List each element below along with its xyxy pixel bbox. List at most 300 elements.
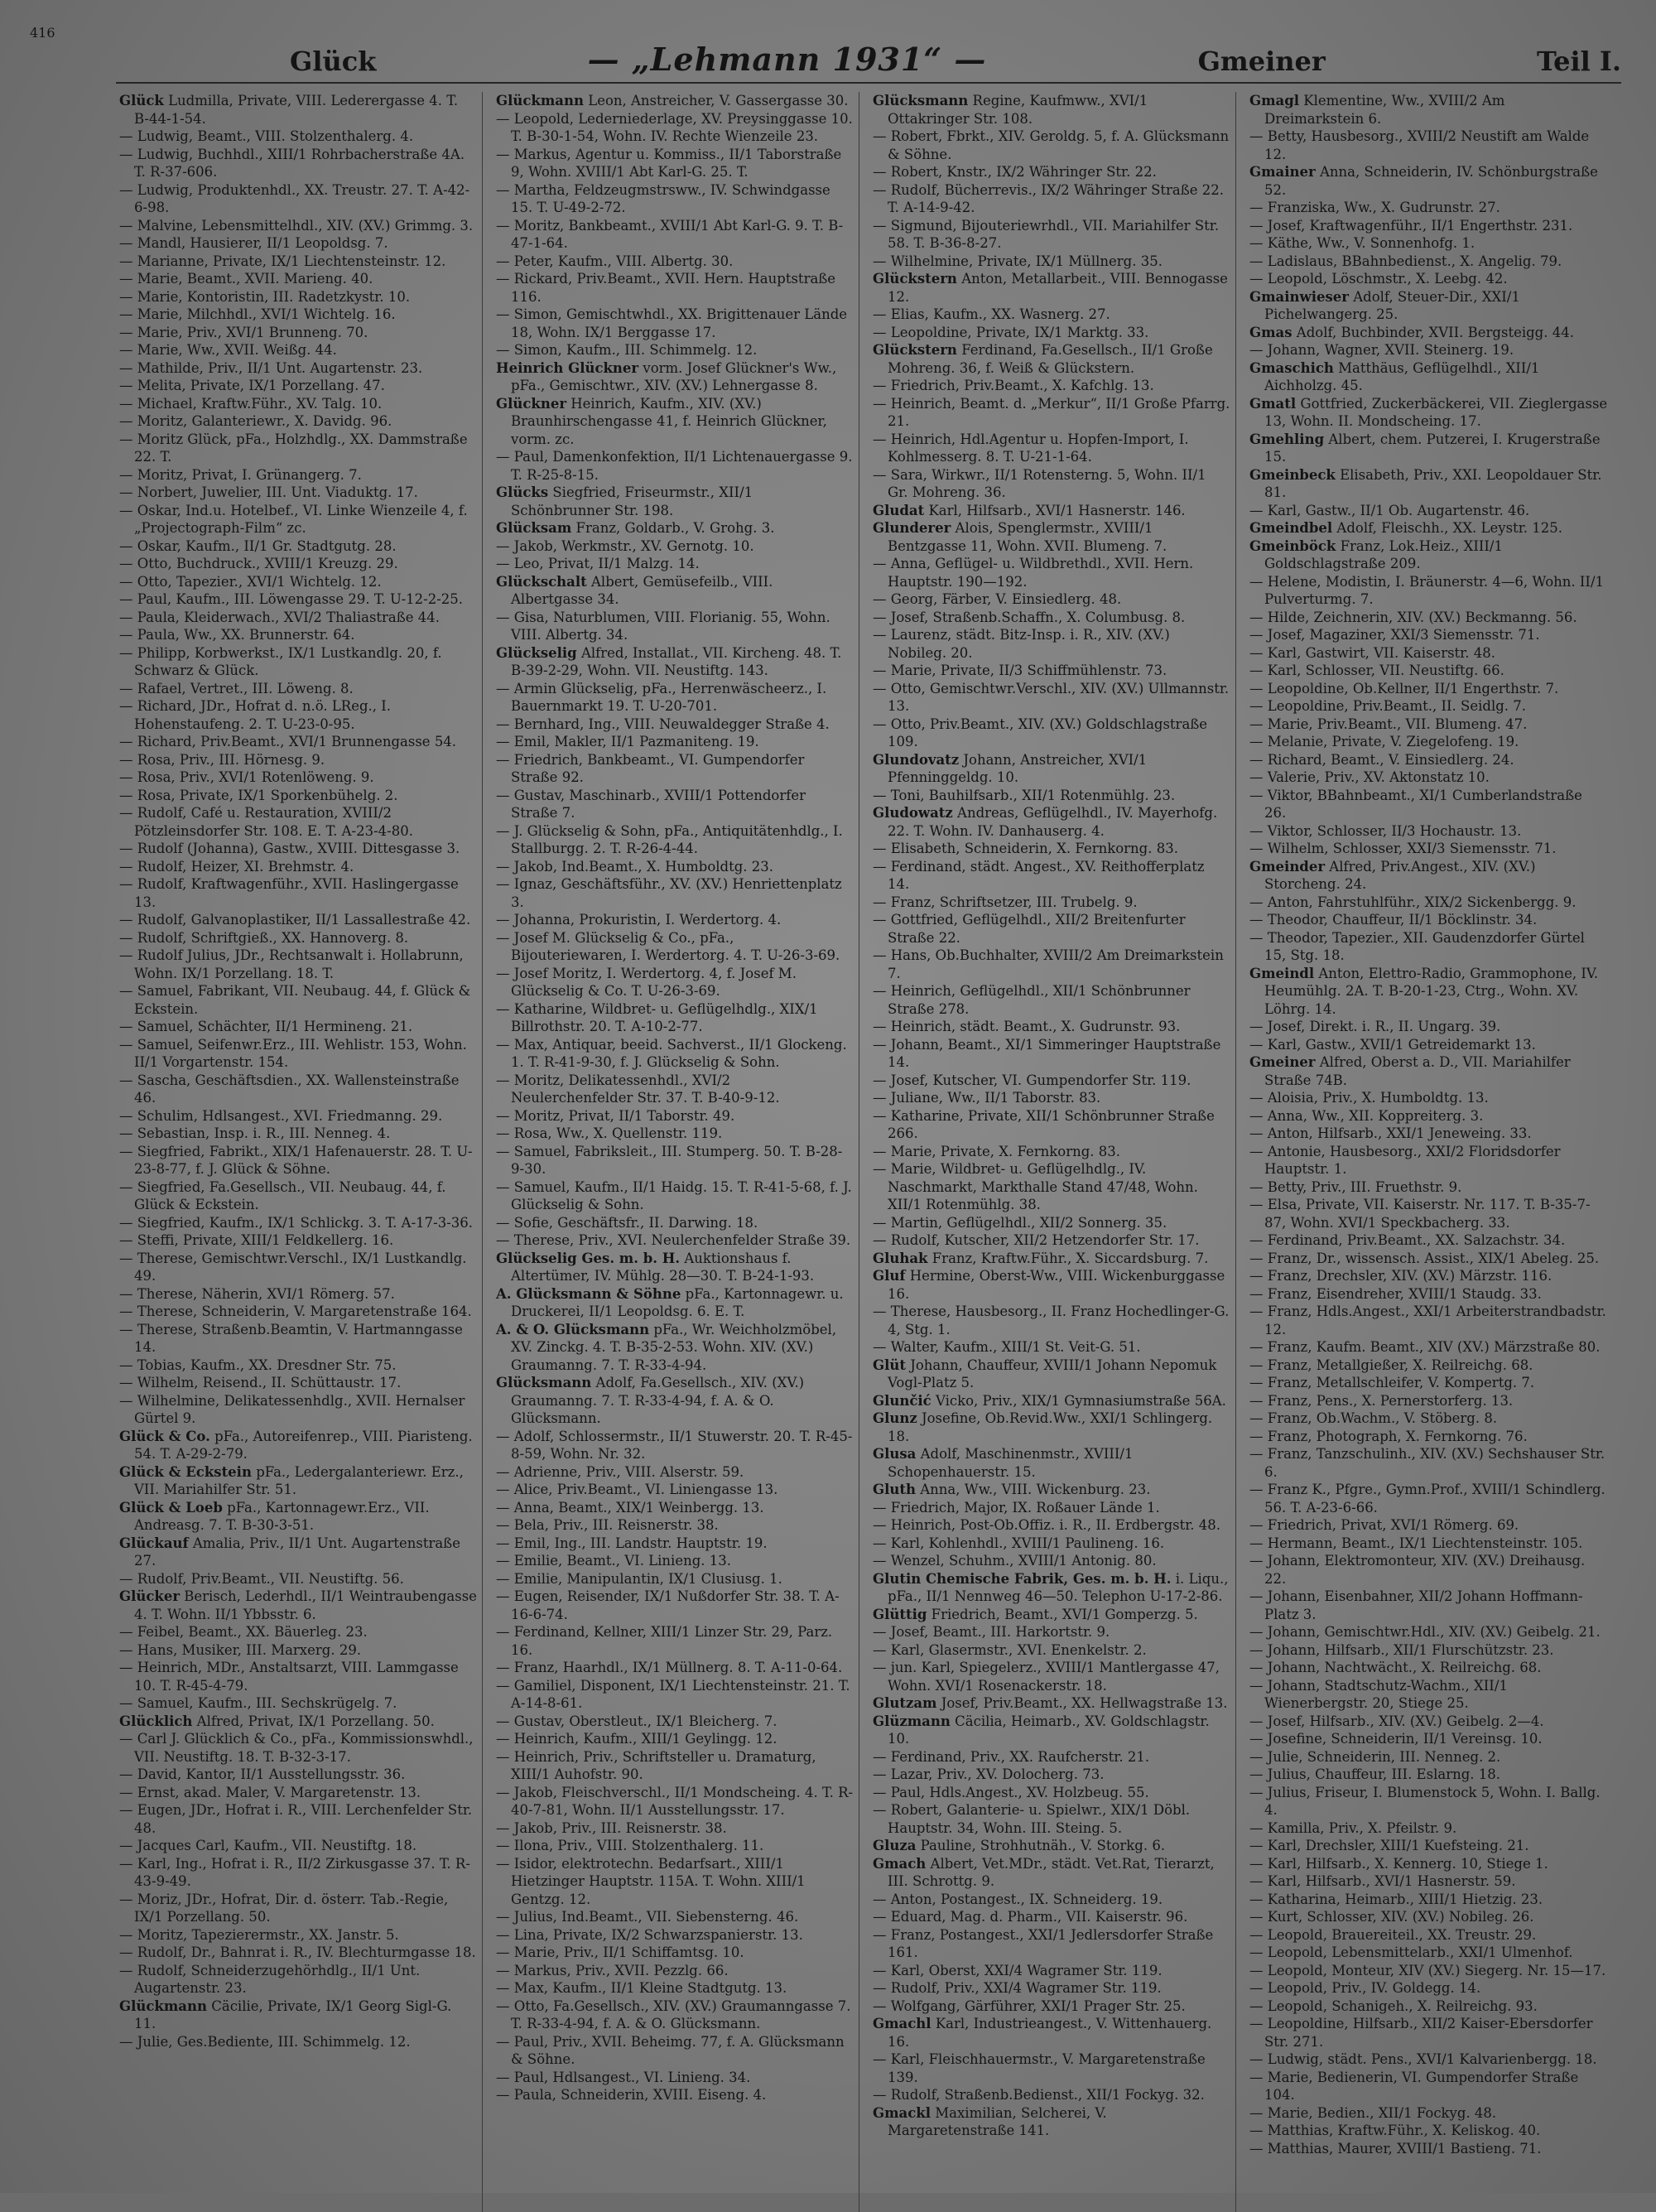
directory-entry	[496, 519, 854, 537]
entry-text: — Franz, Eisendreher, XVIII/1 Staudg. 33.	[1249, 1285, 1542, 1302]
directory-entry	[119, 1357, 477, 1375]
entry-text: — Simon, Gemischtwhdl., XX. Brigittenauer Lände 18, Wohn. IX/1 Berggasse 17.	[496, 306, 848, 340]
entry-text: — Therese, Priv., XVI. Neulerchenfelder Straße 39.	[496, 1232, 851, 1248]
directory-entry	[119, 1231, 477, 1250]
entry-text: — Johann, Wagner, XVII. Steinerg. 19.	[1249, 342, 1514, 358]
directory-entry	[873, 1926, 1230, 1962]
entry-text: i. Liqu., pFa., II/1 Nennweg 46—50. Telephon U-17-2-86.	[888, 1570, 1229, 1604]
entry-text: — Ferdinand, städt. Angest., XV. Reithofferplatz 14.	[873, 858, 1205, 892]
entry-text: — Franz, Haarhdl., IX/1 Müllnerg. 8. T. A-11-0-64.	[496, 1660, 843, 1675]
entry-text: — Walter, Kaufm., XIII/1 St. Veit-G. 51.	[873, 1339, 1141, 1355]
entry-text: pFa., Wr. Weichholzmöbel, XV. Zinckg. 4. T. B-35-2-53. Wohn. XIV. (XV.) Graumanng. 7. T. R-33-4-94.	[511, 1321, 837, 1373]
entry-text: — Mandl, Hausierer, II/1 Leopoldsg. 7.	[119, 235, 388, 251]
directory-entry	[119, 1766, 477, 1784]
entry-text: — Moritz, Privat, I. Grünangerg. 7.	[119, 466, 362, 483]
directory-entry	[1249, 1837, 1608, 1855]
entry-text: — Emilie, Beamt., VI. Linieng. 13.	[496, 1553, 732, 1569]
entry-text: Adolf, Fa.Gesellsch., XIV. (XV.) Graumanng. 7. T. R-33-4-94, f. A. & O. Glücksmann.	[511, 1375, 805, 1426]
directory-entry	[119, 680, 477, 698]
entry-text: Cäcilie, Private, IX/1 Georg Sigl-G. 11.	[134, 1998, 452, 2031]
entry-text: — Josef, Magaziner, XXI/3 Siemensstr. 71.	[1249, 627, 1540, 643]
directory-entry	[873, 1535, 1230, 1553]
directory-entry	[1249, 163, 1608, 199]
directory-entry	[1249, 1357, 1608, 1375]
directory-entry	[119, 1107, 477, 1125]
entry-text: — Julie, Schneiderin, III. Nenneg. 2.	[1249, 1748, 1501, 1765]
directory-entry	[496, 1250, 854, 1285]
directory-entry	[1249, 270, 1608, 288]
directory-entry	[119, 1784, 477, 1802]
entry-text: — Franz, Hdls.Angest., XXI/1 Arbeiterstrandbadstr. 12.	[1249, 1304, 1606, 1337]
directory-entry	[1249, 1944, 1608, 1962]
entry-text: — Therese, Straßenb.Beamtin, V. Hartmanngasse 14.	[119, 1321, 463, 1355]
directory-entry	[1249, 395, 1608, 431]
directory-entry	[496, 1374, 854, 1428]
entry-text: — Katharina, Heimarb., XIII/1 Hietzig. 23.	[1249, 1891, 1543, 1907]
entry-surname: Gmainer	[1249, 164, 1316, 180]
entry-text: — Marie, Priv., II/1 Schiffamtsg. 10.	[496, 1945, 744, 1960]
directory-entry	[1249, 1766, 1608, 1784]
running-header	[116, 41, 1621, 84]
directory-entry	[1249, 537, 1608, 573]
directory-entry	[119, 1072, 477, 1107]
entry-text: — Käthe, Ww., V. Sonnenhofg. 1.	[1249, 235, 1475, 251]
entry-text: — Wolfgang, Gärführer, XXI/1 Prager Str. 25.	[873, 1998, 1186, 2014]
directory-entry	[119, 1463, 477, 1499]
entry-text: — Moriz, JDr., Hofrat, Dir. d. österr. Tab.-Regie, IX/1 Porzellang. 50.	[119, 1891, 449, 1925]
directory-entry	[119, 1321, 477, 1357]
entry-text: — Karl, Ing., Hofrat i. R., II/2 Zirkusgasse 37. T. R-43-9-49.	[119, 1855, 470, 1889]
entry-text: — Josef, Kraftwagenführ., II/1 Engerthstr. 231.	[1249, 217, 1573, 234]
entry-text: — Leo, Privat, II/1 Malzg. 14.	[496, 556, 700, 571]
directory-entry	[1249, 1392, 1608, 1410]
entry-text: — Johann, Gemischtwr.Hdl., XIV. (XV.) Geibelg. 21.	[1249, 1624, 1601, 1640]
entry-text: — Matthias, Maurer, XVIII/1 Bastieng. 71.	[1249, 2140, 1542, 2157]
entry-text: — Heinrich, Hdl.Agentur u. Hopfen-Import, I. Kohlmesserg. 8. T. U-21-1-64.	[873, 431, 1189, 465]
entry-text: — Robert, Galanterie- u. Spielwr., XIX/1 Döbl. Hauptstr. 34, Wohn. III. Steing. 5.	[873, 1802, 1191, 1836]
entry-text: Amalia, Priv., II/1 Unt. Augartenstraße 27.	[134, 1535, 460, 1569]
directory-entry	[873, 662, 1230, 680]
directory-entry	[119, 1730, 477, 1766]
directory-entry	[119, 947, 477, 982]
directory-entry	[496, 858, 854, 876]
entry-text: — Aloisia, Priv., X. Humboldtg. 13.	[1249, 1090, 1489, 1106]
directory-entry	[873, 1357, 1230, 1392]
entry-text: — Josef, Straßenb.Schaffn., X. Columbusg. 8.	[873, 609, 1186, 625]
entry-text: — Martha, Feldzeugmstrsww., IV. Schwindgasse 15. T. U-49-2-72.	[496, 181, 830, 215]
directory-entry	[119, 1713, 477, 1731]
entry-text: Albert, Gemüsefeilb., VIII. Albertgasse 34.	[511, 573, 773, 607]
entry-text: — Rudolf, Schneiderzugehörhdlg., II/1 Unt. Augartenstr. 23.	[119, 1962, 421, 1996]
entry-text: — Leopold, Löschmstr., X. Leebg. 42.	[1249, 271, 1508, 287]
entry-surname: Gmeindbel	[1249, 520, 1333, 536]
entry-text: — Ferdinand, Priv.Beamt., XX. Salzachstr. 34.	[1249, 1232, 1566, 1248]
entry-text: — Marie, Priv.Beamt., VII. Blumeng. 47.	[1249, 716, 1528, 732]
entry-surname: A. & O. Glücksmann	[496, 1321, 650, 1337]
directory-entry	[1249, 431, 1608, 466]
entry-text: — Marie, Priv., XVI/1 Brunneng. 70.	[119, 324, 368, 340]
directory-entry	[119, 484, 477, 502]
entry-surname: Glundovatz	[873, 751, 960, 768]
entry-text: — Ludwig, Beamt., VIII. Stolzenthalerg. 4.	[119, 128, 414, 144]
directory-entry	[873, 1445, 1230, 1481]
entry-text: — Wenzel, Schuhm., XVIII/1 Antonig. 80.	[873, 1553, 1157, 1569]
directory-entry	[496, 1713, 854, 1731]
directory-entry	[1249, 1285, 1608, 1304]
directory-entry	[1249, 1748, 1608, 1766]
directory-entry	[873, 1962, 1230, 1980]
directory-entry	[119, 2033, 477, 2051]
directory-entry	[119, 1570, 477, 1588]
directory-entry	[496, 644, 854, 680]
directory-entry	[496, 448, 854, 484]
directory-entry	[119, 1659, 477, 1694]
directory-columns	[30, 92, 1626, 2212]
entry-text: — Johann, Hilfsarb., XII/1 Flurschützstr. 23.	[1249, 1641, 1554, 1658]
directory-entry	[1249, 697, 1608, 716]
entry-surname: Gluhak	[873, 1250, 928, 1266]
entry-text: — Franz, Drechsler, XIV. (XV.) Märzstr. 116.	[1249, 1268, 1552, 1284]
entry-surname: Glück & Co.	[119, 1428, 210, 1444]
entry-text: — Juliane, Ww., II/1 Taborstr. 83.	[873, 1090, 1101, 1106]
entry-text: — Moritz, Galanteriewr., X. Davidg. 96.	[119, 413, 392, 429]
directory-entry	[119, 573, 477, 591]
directory-entry	[119, 146, 477, 181]
entry-text: — Rudolf Julius, JDr., Rechtsanwalt i. Hollabrunn, Wohn. IX/1 Porzellang. 18. T.	[119, 947, 464, 981]
directory-entry	[873, 1855, 1230, 1891]
entry-text: — Adrienne, Priv., VIII. Alserstr. 59.	[496, 1463, 744, 1480]
directory-entry	[119, 181, 477, 217]
directory-entry	[119, 1214, 477, 1232]
entry-text: Andreas, Geflügelhdl., IV. Mayerhofg. 22. T. Wohn. IV. Danhauserg. 4.	[888, 805, 1218, 839]
directory-entry	[1249, 1018, 1608, 1036]
directory-entry	[873, 1713, 1230, 1748]
entry-text: — Emil, Makler, II/1 Pazmaniteng. 19.	[496, 734, 759, 749]
entry-text: — Georg, Färber, V. Einsiedlerg. 48.	[873, 591, 1122, 607]
directory-entry	[1249, 1588, 1608, 1623]
entry-text: Anton, Elettro-Radio, Grammophone, IV. Heumühlg. 2A. T. B-20-1-23, Ctrg., Wohn. XV. Löhrg. 14.	[1264, 965, 1599, 1017]
entry-text: — Wilhelm, Reisend., II. Schüttaustr. 17.	[119, 1375, 402, 1390]
directory-entry	[1249, 929, 1608, 965]
directory-entry	[1249, 253, 1608, 271]
directory-entry	[496, 1926, 854, 1945]
directory-entry	[496, 1107, 854, 1125]
entry-text: — Rudolf, Kutscher, XII/2 Hetzendorfer Str. 17.	[873, 1232, 1200, 1248]
directory-entry	[119, 1392, 477, 1428]
directory-entry	[496, 2086, 854, 2104]
entry-text: — Julius, Ind.Beamt., VII. Siebensterng. 46.	[496, 1909, 799, 1925]
entry-text: — Betty, Priv., III. Fruethstr. 9.	[1249, 1178, 1462, 1195]
directory-entry	[1249, 626, 1608, 644]
entry-text: — Karl, Fleischhauermstr., V. Margaretenstraße 139.	[873, 2051, 1206, 2085]
entry-text: — J. Glückselig & Sohn, pFa., Antiquitätenhdlg., I. Stallburgg. 2. T. R-26-4-44.	[496, 822, 843, 856]
entry-text: — Otto, Tapezier., XVI/1 Wichtelg. 12.	[119, 573, 382, 590]
entry-text: — Viktor, Schlosser, II/3 Hochaustr. 13.	[1249, 822, 1522, 839]
directory-entry	[496, 2069, 854, 2087]
directory-entry	[1249, 1267, 1608, 1285]
directory-entry	[873, 716, 1230, 751]
entry-text: — Ludwig, Buchhdl., XIII/1 Rohrbacherstraße 4A. T. R-37-606.	[119, 146, 465, 180]
directory-entry	[1249, 1855, 1608, 1873]
directory-entry	[873, 1908, 1230, 1926]
entry-text: — Marie, Wildbret- u. Geflügelhdlg., IV. Naschmarkt, Markthalle Stand 47/48, Wohn. XII/1 Rotenmühlg. 38.	[873, 1161, 1198, 1212]
directory-entry	[119, 1891, 477, 1926]
directory-entry	[119, 306, 477, 324]
entry-text: — Marie, Bedienerin, VI. Gumpendorfer Straße 104.	[1249, 2069, 1579, 2103]
entry-text: — Gustav, Maschinarb., XVIII/1 Pottendorfer Straße 7.	[496, 787, 806, 821]
entry-text: — Siegfried, Kaufm., IX/1 Schlickg. 3. T. A-17-3-36.	[119, 1214, 474, 1231]
directory-entry	[1249, 519, 1608, 537]
directory-entry	[119, 1837, 477, 1855]
directory-entry	[1249, 822, 1608, 841]
column-1	[116, 92, 483, 2212]
directory-entry	[119, 359, 477, 378]
directory-entry	[873, 894, 1230, 912]
directory-entry	[873, 840, 1230, 858]
directory-entry	[1249, 1178, 1608, 1197]
entry-text: — Johann, Eisenbahner, XII/2 Johann Hoffmann-Platz 3.	[1249, 1588, 1583, 1622]
directory-entry	[1249, 1908, 1608, 1926]
entry-text: Alfred, Installat., VII. Kircheng. 48. T. B-39-2-29, Wohn. VII. Neustiftg. 143.	[511, 644, 842, 678]
entry-text: Ferdinand, Fa.Gesellsch., II/1 Große Mohreng. 36, f. Weiß & Glückstern.	[888, 342, 1213, 376]
entry-text: — Sigmund, Bijouteriewrhdl., VII. Mariahilfer Str. 58. T. B-36-8-27.	[873, 217, 1220, 251]
entry-text: Klementine, Ww., XVIII/2 Am Dreimarkstein 6.	[1264, 93, 1505, 127]
entry-surname: Gmeiner	[1249, 1054, 1316, 1070]
entry-text: — Rudolf, Dr., Bahnrat i. R., IV. Blechturmgasse 18.	[119, 1945, 476, 1960]
entry-text: — Paul, Hdlsangest., VI. Linieng. 34.	[496, 2069, 751, 2085]
entry-text: — Heinrich, städt. Beamt., X. Gudrunstr. 93.	[873, 1019, 1181, 1034]
entry-text: — Otto, Priv.Beamt., XIV. (XV.) Goldschlagstraße 109.	[873, 716, 1208, 749]
entry-text: — Johann, Nachtwächt., X. Reilreichg. 68.	[1249, 1660, 1542, 1675]
entry-text: pFa., Ledergalanteriewr. Erz., VII. Mariahilfer Str. 51.	[134, 1463, 464, 1497]
entry-surname: Glüzmann	[873, 1713, 951, 1729]
directory-entry	[119, 875, 477, 911]
entry-text: — Siegfried, Fa.Gesellsch., VII. Neubaug. 44, f. Glück & Eckstein.	[119, 1178, 446, 1212]
directory-entry	[873, 270, 1230, 306]
directory-entry	[873, 1338, 1230, 1357]
directory-entry	[496, 555, 854, 573]
directory-entry	[1249, 1641, 1608, 1660]
entry-text: — Johanna, Prokuristin, I. Werdertorg. 4.	[496, 912, 782, 928]
directory-entry	[119, 1143, 477, 1178]
directory-entry	[873, 306, 1230, 324]
directory-entry	[1249, 502, 1608, 520]
entry-text: Anton, Metallarbeit., VIII. Bennogasse 12.	[888, 271, 1228, 305]
entry-surname: Gluth	[873, 1482, 916, 1497]
directory-entry	[119, 644, 477, 680]
entry-text: — Anna, Geflügel- u. Wildbrethdl., XVII. Hern. Hauptstr. 190—192.	[873, 556, 1194, 590]
directory-entry	[119, 769, 477, 787]
directory-entry	[1249, 1659, 1608, 1677]
entry-text: — Marie, Kontoristin, III. Radetzkystr. 10.	[119, 288, 411, 305]
entry-text: — Richard, Priv.Beamt., XVI/1 Brunnengasse 54.	[119, 734, 457, 749]
directory-entry	[496, 1516, 854, 1535]
directory-entry	[873, 1784, 1230, 1802]
entry-text: — Rudolf, Schriftgieß., XX. Hannoverg. 8.	[119, 929, 409, 946]
directory-entry	[1249, 1872, 1608, 1891]
entry-text: — Sofie, Geschäftsfr., II. Darwing. 18.	[496, 1214, 758, 1231]
directory-entry	[1249, 662, 1608, 680]
directory-entry	[1249, 1677, 1608, 1713]
directory-entry	[873, 217, 1230, 253]
directory-entry	[1249, 1730, 1608, 1748]
directory-entry	[119, 1962, 477, 1998]
directory-entry	[496, 92, 854, 110]
directory-entry	[119, 1623, 477, 1641]
entry-surname: Gmaschich	[1249, 359, 1334, 376]
entry-text: — Anton, Postangest., IX. Schneiderg. 19.	[873, 1891, 1163, 1907]
directory-entry	[496, 1499, 854, 1517]
entry-text: — Hermann, Beamt., IX/1 Liechtensteinstr. 105.	[1249, 1535, 1583, 1551]
entry-text: — Franz, Pens., X. Pernerstorferg. 13.	[1249, 1392, 1514, 1409]
directory-entry	[496, 1979, 854, 1998]
entry-text: — Leopoldine, Ob.Kellner, II/1 Engerthstr. 7.	[1249, 680, 1559, 696]
directory-entry	[496, 253, 854, 271]
entry-text: — Lina, Private, IX/2 Schwarzspanierstr. 13.	[496, 1926, 803, 1943]
entry-text: — Eugen, Reisender, IX/1 Nußdorfer Str. 38. T. A-16-6-74.	[496, 1588, 840, 1622]
directory-entry	[496, 751, 854, 787]
directory-entry	[119, 911, 477, 929]
directory-entry	[1249, 1428, 1608, 1446]
directory-entry	[119, 234, 477, 253]
entry-text: — Gisa, Naturblumen, VIII. Florianig. 55, Wohn. VIII. Albertg. 34.	[496, 609, 830, 643]
directory-entry	[1249, 680, 1608, 698]
directory-entry	[496, 716, 854, 734]
entry-text: — Marie, Private, X. Fernkorng. 83.	[873, 1143, 1121, 1159]
directory-entry	[119, 555, 477, 573]
entry-text: — Julius, Friseur, I. Blumenstock 5, Wohn. I. Ballg. 4.	[1249, 1784, 1601, 1818]
directory-entry	[496, 680, 854, 716]
directory-entry	[496, 217, 854, 253]
directory-entry	[119, 804, 477, 840]
entry-text: — Franz, Kaufm. Beamt., XIV (XV.) Märzstraße 80.	[1249, 1339, 1601, 1355]
entry-text: Josef, Priv.Beamt., XX. Hellwagstraße 13.	[941, 1695, 1228, 1711]
entry-text: — Emilie, Manipulantin, IX/1 Clusiusg. 1.	[496, 1570, 782, 1587]
entry-text: — Heinrich, Beamt. d. „Merkur“, II/1 Große Pfarrg. 21.	[873, 395, 1230, 429]
entry-text: Alfred, Privat, IX/1 Porzellang. 50.	[196, 1713, 435, 1729]
entry-text: — Oskar, Kaufm., II/1 Gr. Stadtgutg. 28.	[119, 537, 397, 554]
directory-entry	[496, 911, 854, 929]
directory-entry	[1249, 217, 1608, 235]
directory-entry	[1249, 2140, 1608, 2158]
directory-entry	[496, 1231, 854, 1250]
entry-text: — Leopold, Lebensmittelarb., XXI/1 Ulmenhof.	[1249, 1945, 1573, 1960]
entry-text: — Ignaz, Geschäftsführ., XV. (XV.) Henriettenplatz 3.	[496, 876, 842, 910]
directory-entry	[873, 2104, 1230, 2140]
directory-entry	[119, 1428, 477, 1463]
entry-text: — Betty, Hausbesorg., XVIII/2 Neustift am Walde 12.	[1249, 128, 1590, 162]
entry-text: — Hans, Ob.Buchhalter, XVIII/2 Am Dreimarkstein 7.	[873, 947, 1224, 981]
entry-text: Adolf, Buchbinder, XVII. Bergsteigg. 44.	[1296, 324, 1574, 340]
entry-text: — Feibel, Beamt., XX. Bäuerleg. 23.	[119, 1624, 368, 1640]
entry-surname: Glücks	[496, 484, 549, 500]
directory-entry	[1249, 2122, 1608, 2140]
entry-text: — Paula, Schneiderin, XVIII. Eiseng. 4.	[496, 2087, 767, 2103]
entry-text: — Leopold, Priv., IV. Goldegg. 14.	[1249, 1980, 1481, 1996]
entry-text: — Moritz, Privat, II/1 Taborstr. 49.	[496, 1107, 735, 1124]
entry-text: — Rudolf, Heizer, XI. Brehmstr. 4.	[119, 858, 354, 875]
entry-surname: Glückselig Ges. m. b. H.	[496, 1250, 681, 1266]
entry-surname: Glückauf	[119, 1535, 189, 1551]
entry-surname: Glücklich	[119, 1713, 193, 1729]
entry-surname: Glücksmann	[496, 1375, 592, 1390]
entry-text: — Eugen, JDr., Hofrat i. R., VIII. Lerchenfelder Str. 48.	[119, 1802, 473, 1836]
entry-text: — Armin Glückselig, pFa., Herrenwäscheerz., I. Bauernmarkt 19. T. U-20-701.	[496, 680, 827, 714]
entry-text: — Wilhelmine, Private, IX/1 Müllnerg. 35.	[873, 253, 1163, 269]
entry-text: Hermine, Oberst-Ww., VIII. Wickenburggasse 16.	[888, 1268, 1225, 1302]
entry-text: — Franz, Schriftsetzer, III. Trubelg. 9.	[873, 894, 1138, 910]
directory-entry	[496, 270, 854, 306]
entry-surname: A. Glücksmann & Söhne	[496, 1285, 681, 1302]
column-3	[869, 92, 1236, 2212]
directory-entry	[119, 537, 477, 556]
entry-text: — Elisabeth, Schneiderin, X. Fernkorng. 83.	[873, 841, 1178, 856]
directory-entry	[119, 377, 477, 395]
directory-entry	[119, 431, 477, 466]
entry-surname: Glückstern	[873, 271, 957, 287]
entry-text: — Ladislaus, BBahnbedienst., X. Angelig. 79.	[1249, 253, 1562, 269]
directory-entry	[119, 929, 477, 947]
entry-text: Johann, Chauffeur, XVIII/1 Johann Nepomuk Vogl-Platz 5.	[888, 1357, 1217, 1390]
entry-text: — Samuel, Kaufm., II/1 Haidg. 15. T. R-41-5-68, f. J. Glückselig & Sohn.	[496, 1178, 852, 1212]
directory-entry	[873, 1837, 1230, 1855]
entry-text: — Rudolf, Straßenb.Bedienst., XII/1 Fockyg. 32.	[873, 2087, 1205, 2103]
entry-text: Cäcilia, Heimarb., XV. Goldschlagstr. 10.	[888, 1713, 1210, 1747]
entry-text: Siegfried, Friseurmstr., XII/1 Schönbrunner Str. 198.	[511, 484, 753, 518]
entry-text: — Rosa, Ww., X. Quellenstr. 119.	[496, 1125, 723, 1141]
entry-text: — Samuel, Schächter, II/1 Hermineng. 21.	[119, 1019, 413, 1034]
entry-text: — Bela, Priv., III. Reisnerstr. 38.	[496, 1517, 719, 1533]
entry-text: — Gottfried, Geflügelhdl., XII/2 Breitenfurter Straße 22.	[873, 912, 1186, 946]
entry-text: — Rosa, Priv., III. Hörnesg. 9.	[119, 751, 325, 768]
directory-entry	[119, 270, 477, 288]
directory-entry	[496, 822, 854, 858]
entry-text: — Otto, Buchdruck., XVIII/1 Kreuzg. 29.	[119, 556, 398, 571]
directory-entry	[1249, 128, 1608, 163]
entry-text: — Jakob, Priv., III. Reisnerstr. 38.	[496, 1819, 727, 1836]
directory-entry	[873, 1072, 1230, 1090]
entry-text: — Eduard, Mag. d. Pharm., VII. Kaiserstr. 96.	[873, 1909, 1188, 1925]
directory-entry	[119, 1374, 477, 1392]
directory-entry	[1249, 1552, 1608, 1588]
entry-text: — Katharine, Wildbret- u. Geflügelhdlg., XIX/1 Billrothstr. 20. T. A-10-2-77.	[496, 1000, 818, 1034]
entry-text: — Paul, Damenkonfektion, II/1 Lichtenauergasse 9. T. R-25-8-15.	[496, 449, 853, 483]
directory-entry	[873, 253, 1230, 271]
directory-entry	[1249, 840, 1608, 858]
directory-entry	[119, 412, 477, 431]
directory-entry	[1249, 1819, 1608, 1838]
entry-text: Johann, Anstreicher, XVI/1 Pfenninggeldg. 10.	[888, 751, 1148, 785]
entry-text: — Leopoldine, Private, IX/1 Marktg. 33.	[873, 324, 1149, 340]
entry-text: — Friedrich, Priv.Beamt., X. Kafchlg. 13.	[873, 378, 1154, 393]
directory-entry	[873, 1694, 1230, 1713]
directory-entry	[873, 2051, 1230, 2086]
directory-entry	[1249, 1481, 1608, 1516]
header-left-word: Glück	[290, 46, 377, 77]
entry-text: vorm. Josef Glückner's Ww., pFa., Gemischtwr., XIV. (XV.) Lehnergasse 8.	[511, 359, 837, 393]
entry-text: Franz, Kraftw.Führ., X. Siccardsburg. 7.	[932, 1250, 1209, 1266]
entry-text: — Josef M. Glückselig & Co., pFa., Bijouteriewaren, I. Werdertorg. 4. T. U-26-3-69.	[496, 929, 840, 963]
directory-entry	[119, 324, 477, 342]
directory-entry	[1249, 1926, 1608, 1945]
directory-entry	[1249, 466, 1608, 502]
entry-text: — Karl, Gastwirt, VII. Kaiserstr. 48.	[1249, 644, 1495, 661]
directory-entry	[119, 1018, 477, 1036]
directory-entry	[496, 1623, 854, 1659]
directory-entry	[873, 1801, 1230, 1837]
entry-text: Alois, Spenglermstr., XVIII/1 Bentzgasse 11, Wohn. XVII. Blumeng. 7.	[888, 520, 1167, 554]
directory-entry	[496, 306, 854, 341]
